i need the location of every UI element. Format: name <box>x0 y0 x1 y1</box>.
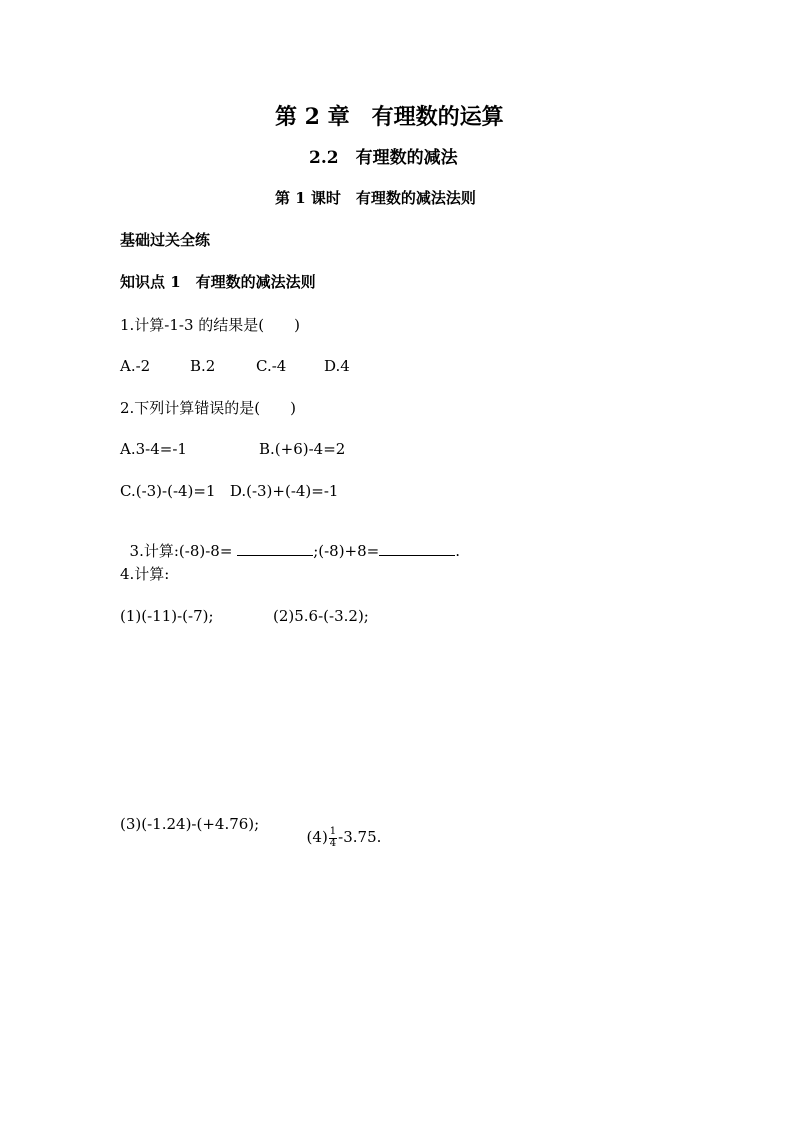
question-4-part-4-suffix: -3.75. <box>338 828 382 846</box>
question-1-option-d: D.4 <box>324 357 350 375</box>
question-2-options-c-d: C.(-3)-(-4)=1 D.(-3)+(-4)=-1 <box>120 482 339 500</box>
question-4-part-1: (1)(-11)-(-7); <box>120 607 214 625</box>
question-2-option-a: A.3-4=-1 <box>120 440 187 458</box>
question-3-part2: ;(-8)+8= <box>313 542 380 560</box>
fraction-denominator: 4 <box>329 837 337 849</box>
fraction-numerator: 1 <box>329 826 337 837</box>
question-4-part-4 <box>297 812 381 849</box>
question-4-part-2: (2)5.6-(-3.2); <box>273 607 369 625</box>
question-3 <box>120 526 460 559</box>
question-2-option-b: B.(+6)-4=2 <box>259 440 346 458</box>
question-4-part-3: (3)(-1.24)-(+4.76); <box>120 815 260 833</box>
practice-heading: 基础过关全练 <box>120 231 211 249</box>
question-1-option-a: A.-2 <box>120 357 151 375</box>
answer-blank-1[interactable] <box>237 541 313 556</box>
question-3-part1: 3.计算:(-8)-8= <box>129 542 238 560</box>
question-1-option-b: B.2 <box>190 357 216 375</box>
question-1-stem: 1.计算-1-3 的结果是( ) <box>120 316 301 334</box>
chapter-title: 第 2 章 有理数的运算 <box>275 104 504 130</box>
answer-blank-2[interactable] <box>379 541 455 556</box>
question-1-option-c: C.-4 <box>256 357 287 375</box>
question-2-stem: 2.下列计算错误的是( ) <box>120 399 297 417</box>
question-4-stem: 4.计算: <box>120 565 170 583</box>
question-3-part3: . <box>455 542 461 560</box>
fraction-one-quarter <box>329 827 337 849</box>
lesson-title: 第 1 课时 有理数的减法法则 <box>275 189 476 207</box>
question-4-part-4-prefix: (4) <box>306 828 328 846</box>
knowledge-point-heading: 知识点 1 有理数的减法法则 <box>120 273 316 291</box>
section-title: 2.2 有理数的减法 <box>309 148 458 168</box>
